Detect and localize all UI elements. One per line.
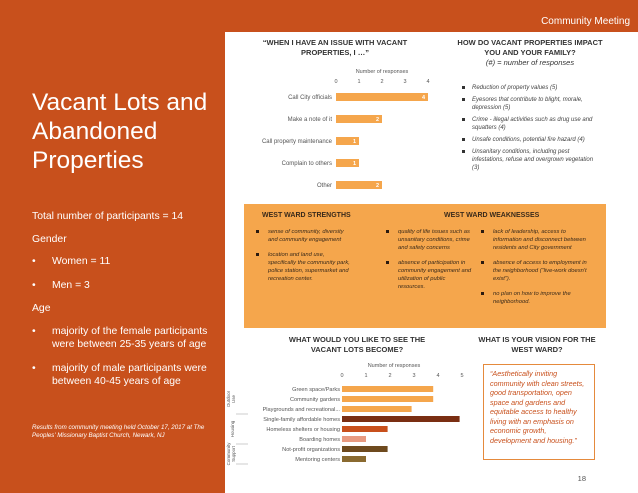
header-strip: [225, 0, 638, 32]
group-label: Housing: [230, 420, 235, 438]
bar: [342, 396, 433, 402]
category-label: Community gardens: [289, 397, 340, 403]
list-item: Unsanitary conditions, including pest infestations, refuse and overgrown vegetation (3): [462, 148, 597, 172]
list-item: Reduction of property values (5): [462, 84, 597, 92]
list-item: no plan on how to improve the neighborhood.: [479, 290, 594, 306]
list-item: Eyesores that contribute to blight, morale, depression (5): [462, 96, 597, 112]
category-label: Other: [316, 183, 332, 189]
category-label: Mentoring centers: [295, 457, 340, 463]
vision-panel-title: WHAT IS YOUR VISION FOR THE WEST WARD?: [478, 335, 596, 354]
group-label: CommunitySupport: [226, 442, 236, 466]
category-label: Single-family affordable homes: [263, 417, 340, 423]
west-ward-box: [244, 204, 606, 328]
data-label: 2: [375, 183, 379, 189]
bar: [342, 406, 412, 412]
list-item: absence of access to employment in the neighborhood (“live-work doesn't exist”).: [479, 259, 594, 283]
tick-label: 2: [388, 373, 392, 379]
category-label: Homeless shelters or housing: [266, 427, 340, 433]
bar: [342, 386, 433, 392]
list-item: sense of community, diversity and community engagement: [254, 228, 354, 244]
bar: [342, 436, 366, 442]
affect-title-text: HOW DO VACANT PROPERTIES IMPACT YOU AND YOUR FAMILY?: [457, 38, 603, 57]
bar: [342, 426, 388, 432]
issue-panel-title: “WHEN I HAVE AN ISSUE WITH VACANT PROPERTIES, I …”: [262, 38, 408, 57]
bar: [342, 416, 460, 422]
x-axis-label: Number of responses: [355, 69, 409, 75]
list-item: quality of life issues such as unsanitary conditions, crime and safety concerns: [384, 228, 474, 252]
source-note: Results from community meeting held October 17, 2017 at The Peoples' Missionary Baptist Church, Newark, NJ: [32, 424, 205, 439]
weaknesses-list-1: [384, 228, 474, 298]
tick-label: 2: [380, 79, 384, 85]
category-label: Call City officials: [288, 95, 332, 101]
data-label: 2: [375, 117, 379, 123]
age-label: Age: [32, 303, 51, 314]
affect-panel-title: [455, 38, 605, 68]
list-item: • majority of the female participants were between 25-35 years of age: [32, 325, 217, 352]
bar: [342, 446, 388, 452]
category-label: Call property maintenance: [261, 139, 332, 145]
page-number: 18: [577, 474, 586, 483]
bar: [336, 93, 428, 101]
tick-label: 3: [412, 373, 416, 379]
list-item: absence of participation in community engagement and utilization of public resources.: [384, 259, 474, 291]
tick-label: 5: [460, 373, 464, 379]
tick-label: 0: [334, 79, 338, 85]
category-label: Boarding homes: [299, 437, 340, 443]
list-item: location and land use, specifically the community park, police station, supermarket and recreation center.: [254, 251, 354, 283]
tick-label: 1: [364, 373, 368, 379]
category-label: Make a note of it: [287, 117, 332, 123]
tick-label: 3: [403, 79, 407, 85]
tick-label: 4: [436, 373, 440, 379]
bar: [342, 456, 366, 462]
weaknesses-list-2: [479, 228, 594, 313]
list-item: Unsafe conditions, potential fire hazard (4): [462, 136, 597, 144]
category-label: Green space/Parks: [292, 387, 340, 393]
x-axis-label: Number of responses: [367, 363, 421, 369]
list-item: • Men = 3: [32, 279, 217, 293]
tick-label: 0: [340, 373, 344, 379]
data-label: 1: [352, 161, 356, 167]
sidebar-panel: [0, 0, 225, 493]
meeting-label: Community Meeting: [541, 16, 630, 27]
slide-title: Vacant Lots and Abandoned Properties: [32, 89, 208, 174]
participants-total: Total number of participants = 14: [32, 211, 184, 222]
lot-use-chart: [218, 360, 473, 468]
strengths-list: [254, 228, 354, 290]
list-item: • majority of male participants were between 40-45 years of age: [32, 362, 217, 389]
like-panel-title: WHAT WOULD YOU LIKE TO SEE THE VACANT LOTS BECOME?: [288, 335, 426, 354]
list-item: lack of leadership, access to information and disconnect between residents and City government: [479, 228, 594, 252]
strengths-heading: WEST WARD STRENGTHS: [262, 212, 351, 219]
list-item: Crime - illegal activities such as drug use and squatters (4): [462, 116, 597, 132]
participant-info: [32, 210, 217, 399]
age-list: [32, 325, 217, 389]
category-label: Playgrounds and recreational...: [262, 407, 340, 413]
data-label: 4: [421, 95, 425, 101]
affect-list: [462, 84, 597, 176]
gender-list: [32, 255, 217, 292]
category-label: Not-profit organizations: [282, 447, 340, 453]
data-label: 1: [352, 139, 356, 145]
group-label: OutdoorUse: [226, 390, 236, 408]
category-label: Complain to others: [281, 161, 332, 167]
affect-subtitle: (#) = number of responses: [485, 58, 575, 67]
gender-label: Gender: [32, 233, 67, 245]
weaknesses-heading: WEST WARD WEAKNESSES: [444, 212, 540, 219]
tick-label: 4: [426, 79, 430, 85]
tick-label: 1: [357, 79, 361, 85]
list-item: • Women = 11: [32, 255, 217, 269]
issue-response-chart: [230, 64, 440, 196]
vision-quote: “Aesthetically inviting community with clean streets, good transportation, open space and gardens and equitable access to healthy living with an emphasis on economic growth, development and housing.”: [483, 364, 595, 460]
